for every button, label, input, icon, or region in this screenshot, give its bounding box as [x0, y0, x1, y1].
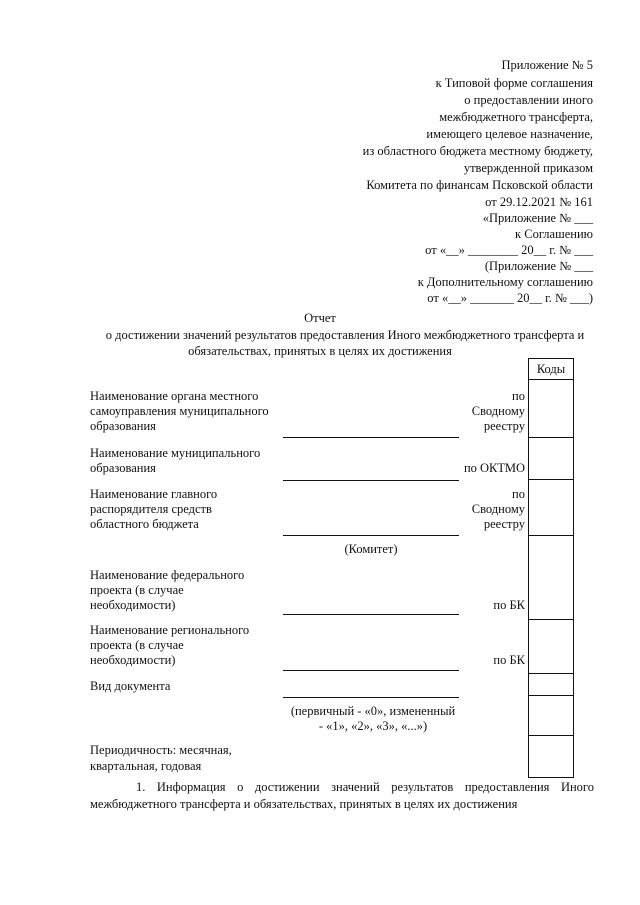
- field-label: Наименование федерального: [90, 568, 245, 582]
- code-label: по: [512, 487, 525, 501]
- field-label: необходимости): [90, 598, 176, 612]
- code-label: по БК: [493, 598, 525, 612]
- agreement-line: (Приложение № ___: [484, 259, 593, 273]
- field-label: Наименование регионального: [90, 623, 250, 637]
- appendix-line: из областного бюджета местному бюджету,: [362, 144, 593, 158]
- report-subtitle-line1: о достижении значений результатов предоставления Иного межбюджетного трансферта и: [105, 328, 585, 342]
- report-title: Отчет: [304, 311, 336, 325]
- field-label: квартальная, годовая: [90, 759, 202, 773]
- input-line[interactable]: [283, 535, 459, 536]
- field-label: проекта (в случае: [90, 638, 184, 652]
- input-line[interactable]: [283, 480, 459, 481]
- input-line[interactable]: [283, 697, 459, 698]
- agreement-line: к Соглашению: [515, 227, 593, 241]
- code-label: реестру: [483, 517, 525, 531]
- field-label: распорядителя средств: [90, 502, 212, 516]
- appendix-line: имеющего целевое назначение,: [426, 127, 593, 141]
- field-label: проекта (в случае: [90, 583, 184, 597]
- field-label: образования: [90, 419, 156, 433]
- field-label: Наименование муниципального: [90, 446, 261, 460]
- document-type-note: (первичный - «0», измененный: [290, 704, 456, 718]
- appendix-line: от 29.12.2021 № 161: [485, 195, 593, 209]
- field-label: образования: [90, 461, 156, 475]
- document-type-note: - «1», «2», «3», «...»): [318, 719, 428, 733]
- agreement-line: от «__» _______ 20__ г. № ___): [427, 291, 593, 305]
- appendix-line: межбюджетного трансферта,: [439, 110, 593, 124]
- section-1-heading: 1. Информация о достижении значений результатов предоставления Иного межбюджетного трансферта и обязательствах, принятых в целях их достижения: [90, 780, 594, 811]
- appendix-line: к Типовой форме соглашения: [435, 76, 593, 90]
- field-label: Наименование органа местного: [90, 389, 259, 403]
- committee-note: (Комитет): [344, 542, 398, 556]
- code-label: по: [512, 389, 525, 403]
- input-line[interactable]: [283, 614, 459, 615]
- input-line[interactable]: [283, 437, 459, 438]
- code-label: по ОКТМО: [463, 461, 525, 475]
- appendix-line: Приложение № 5: [501, 58, 593, 72]
- code-label: по БК: [493, 653, 525, 667]
- field-label: Наименование главного: [90, 487, 218, 501]
- field-label: самоуправления муниципального: [90, 404, 269, 418]
- appendix-line: о предоставлении иного: [464, 93, 593, 107]
- appendix-line: Комитета по финансам Псковской области: [366, 178, 593, 192]
- field-label: Вид документа: [90, 679, 171, 693]
- agreement-line: «Приложение № ___: [482, 211, 593, 225]
- code-label: Сводному: [471, 502, 525, 516]
- codes-column: [528, 358, 574, 778]
- field-label: Периодичность: месячная,: [90, 743, 232, 757]
- report-subtitle-line2: обязательствах, принятых в целях их достижения: [188, 344, 452, 358]
- code-label: реестру: [483, 419, 525, 433]
- agreement-line: от «__» ________ 20__ г. № ___: [425, 243, 593, 257]
- code-label: Сводному: [471, 404, 525, 418]
- field-label: необходимости): [90, 653, 176, 667]
- codes-header: Коды: [536, 362, 566, 376]
- appendix-line: утвержденной приказом: [463, 161, 593, 175]
- field-label: областного бюджета: [90, 517, 199, 531]
- agreement-line: к Дополнительному соглашению: [417, 275, 593, 289]
- input-line[interactable]: [283, 670, 459, 671]
